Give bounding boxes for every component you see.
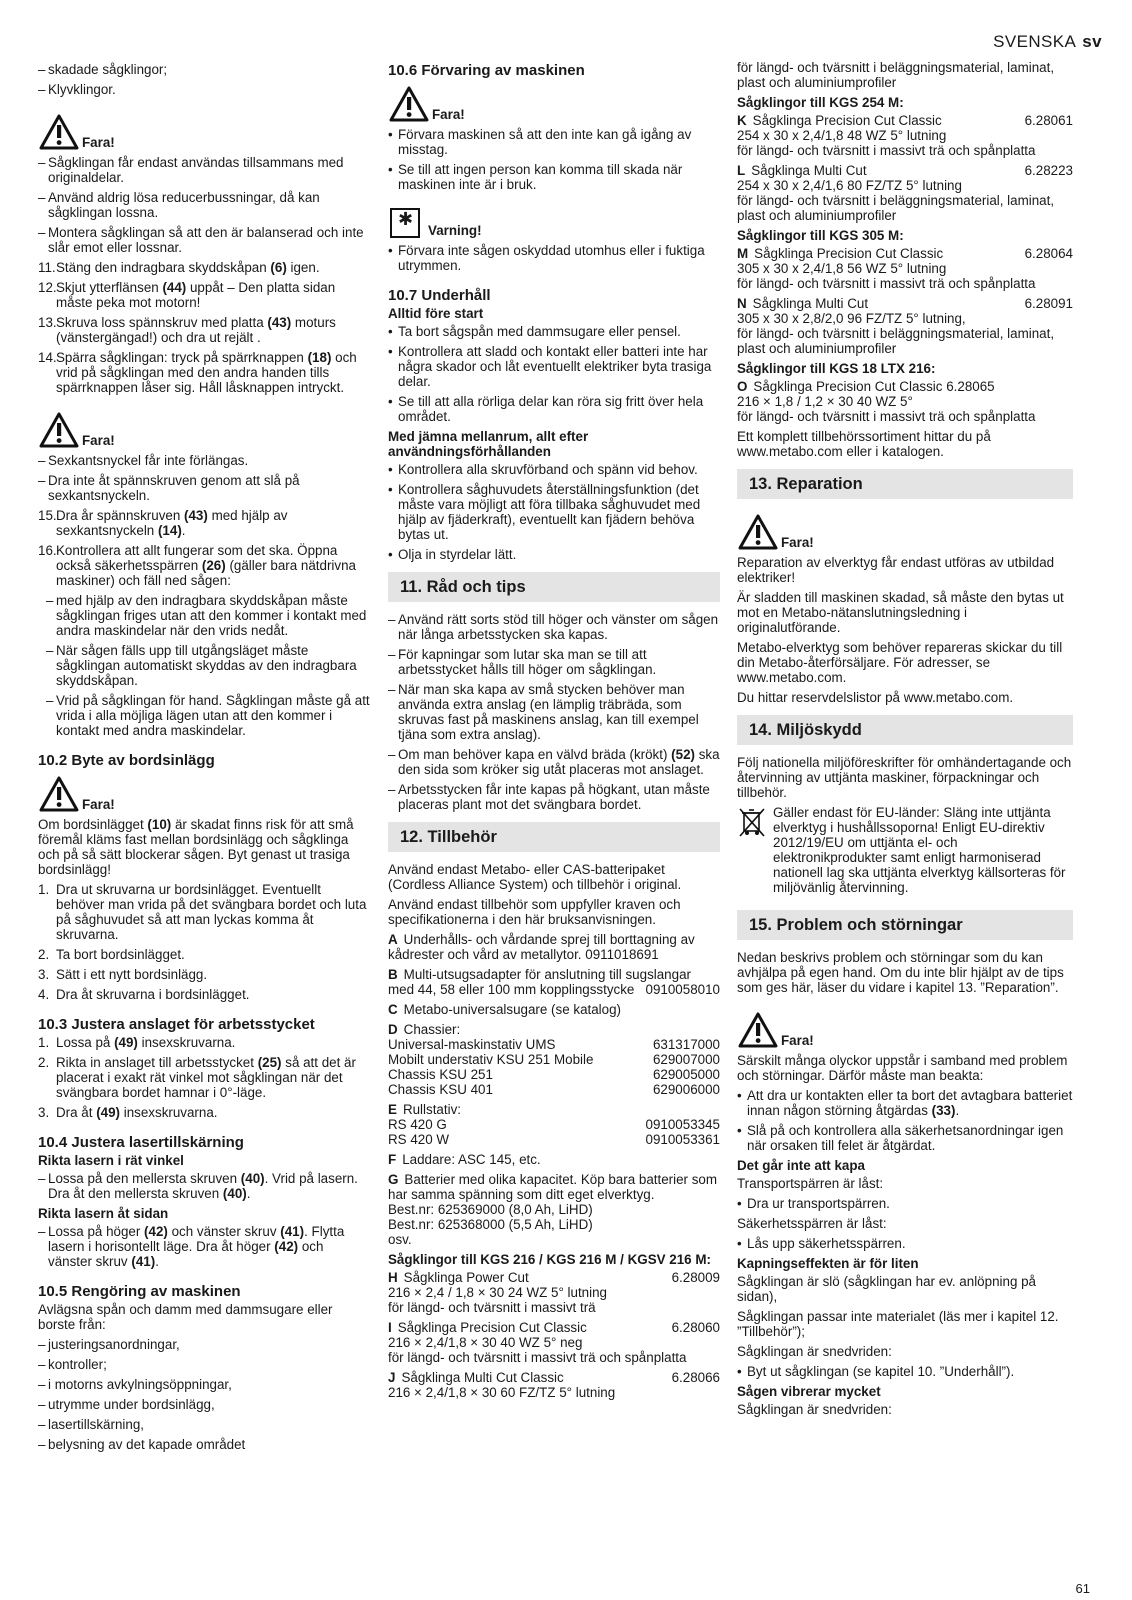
danger-notice [38,411,370,449]
paragraph: Gäller endast för EU-länder: Släng inte uttjänta elverktyg i hushållssoporna! Enligt EU-direktiv 2012/19/EU om uttjänta el- och elektronikprodukter samt enligt harmoniserad nationell lag ska uttjänta elverktyg källsorteras för miljövänlig återvinning. [773,805,1066,895]
danger-label: Fara! [781,535,814,550]
weee-notice [737,805,1073,900]
paragraph: Sågklingan är slö (sågklingan har ev. anlöpning på sidan), [737,1274,1037,1304]
accessory-item: D Chassier: Universal-maskinstativ UMS 631317000 Mobilt understativ KSU 251 Mobile 629007000 Chassis KSU 251 629005000 Chassis KSU 401 629006000 [388,1022,720,1097]
list-item: – Använd rätt sorts stöd till höger och vänster om sågen när långa arbetsstycken ska kapas. [388,612,720,642]
section-heading-10-4: 10.4 Justera lasertillskärning [38,1134,244,1151]
list-item: – utrymme under bordsinlägg, [38,1397,370,1412]
column-2 [388,62,720,1405]
section-heading-10-5: 10.5 Rengöring av maskinen [38,1283,241,1300]
list-item: • Förvara inte sågen oskyddad utomhus eller i fuktiga utrymmen. [388,243,720,273]
paragraph: Följ nationella miljöföreskrifter för omhändertagande och återvinning av uttjänta maskiner, förpackningar och tillbehör. [737,755,1072,800]
paragraph: Sågklingan är snedvriden: [737,1344,892,1359]
warning-triangle-icon [737,1011,779,1049]
subheading: Sågklingor till KGS 216 / KGS 216 M / KGSV 216 M: [388,1252,711,1267]
accessory-item: B Multi-utsugsadapter för anslutning till sugslangar med 44, 58 eller 100 mm kopplingsstycke 0910058010 [388,967,720,997]
list-item: – Lossa på den mellersta skruven (40). Vrid på lasern. Dra åt den mellersta skruven (40). [38,1171,370,1201]
step-item: 13. Skruva loss spännskruv med platta (43) moturs (vänstergängad!) och dra ut rejält . [38,315,336,345]
step-item: 2. Ta bort bordsinlägget. [38,947,185,962]
accessory-item: F Laddare: ASC 145, etc. [388,1152,541,1167]
danger-label: Fara! [82,433,115,448]
accessory-item: C Metabo-universalsugare (se katalog) [388,1002,622,1017]
list-item: • Se till att ingen person kan komma till skada när maskinen inte är i bruk. [388,162,720,192]
list-item: • Dra ur transportspärren. [737,1196,1073,1211]
accessory-item: H Sågklinga Power Cut 6.28009 216 × 2,4 / 1,8 × 30 24 WZ 5° lutning för längd- och tvärsnitt i massivt trä [388,1270,720,1315]
page-number: 61 [1075,1581,1090,1596]
subheading: Rikta lasern i rät vinkel [38,1153,184,1168]
section-heading-10-6: 10.6 Förvaring av maskinen [388,62,585,79]
list-item: • Byt ut sågklingan (se kapitel 10. ”Underhåll”). [737,1364,1073,1379]
list-item: • Ta bort sågspån med dammsugare eller pensel. [388,324,720,339]
list-item: – Lossa på höger (42) och vänster skruv (41). Flytta lasern i horisontellt läge. Dra åt höger (42) och vänster skruv (41). [38,1224,370,1269]
language-name: SVENSKA [993,32,1077,51]
list-item: • Kontrollera att sladd och kontakt eller batteri inte har några skador och låt eventuellt elektriker byta trasiga delar. [388,344,720,389]
step-item: 16. Kontrollera att allt fungerar som det ska. Öppna också säkerhetsspärren (26) (gäller bara nätdrivna maskiner) och fäll ned sågen: [38,543,356,588]
list-item: – Dra inte åt spännskruven genom att slå på sexkantsnyckeln. [38,473,370,503]
paragraph: Är sladden till maskinen skadad, så måste den bytas ut mot en Metabo-nätanslutningsledning i originalutförande. [737,590,1064,635]
paragraph: Metabo-elverktyg som behöver repareras skickar du till din Metabo-återförsäljare. För adresser, se www.metabo.com. [737,640,1063,685]
list-item: – Arbetsstycken får inte kapas på högkant, utan måste placeras plant mot det svängbara bordet. [388,782,720,812]
list-item: – i motorns avkylningsöppningar, [38,1377,370,1392]
paragraph: för längd- och tvärsnitt i beläggningsmaterial, laminat, plast och aluminiumprofiler [737,60,1055,90]
paragraph: Avlägsna spån och damm med dammsugare eller borste från: [38,1302,333,1332]
subheading: Sågen vibrerar mycket [737,1384,881,1399]
list-item: – Montera sågklingan så att den är balanserad och inte slår emot eller lossnar. [38,225,370,255]
list-item: • Förvara maskinen så att den inte kan gå igång av misstag. [388,127,720,157]
list-item: – Sexkantsnyckel får inte förlängas. [38,453,370,468]
list-item: – Använd aldrig lösa reducerbussningar, då kan sågklingan lossna. [38,190,370,220]
paragraph: Nedan beskrivs problem och störningar som du kan avhjälpa på egen hand. Om du inte blir hjälpt av de tips som ges här, läser du vidare i kapitel 13. ”Reparation”. [737,950,1064,995]
accessory-item: J Sågklinga Multi Cut Classic 6.28066 216 × 2,4/1,8 × 30 60 FZ/TZ 5° lutning [388,1370,720,1400]
paragraph: Om bordsinlägget (10) är skadat finns risk för att små föremål kläms fast mellan bordsinlägg och sågklinga och på så sätt blockerar sågen. Byt genast ut trasiga bordsinlägg! [38,817,354,877]
list-item: – När man ska kapa av små stycken behöver man använda extra anslag (en lämplig träbräda, som skruvas fast på maskinens anslag, kan till exempel tjäna som extra anslag). [388,682,720,742]
section-heading-11: 11. Råd och tips [388,572,720,602]
list-item: – med hjälp av den indragbara skyddskåpan måste sågklingan friges utan att den kommer i kontakt med andra maskindelar när den vrids nedåt. [46,593,370,638]
section-heading-10-3: 10.3 Justera anslaget för arbetsstycket [38,1016,315,1033]
subheading: Rikta lasern åt sidan [38,1206,169,1221]
caution-label: Varning! [428,223,482,238]
paragraph: Använd endast Metabo- eller CAS-batteripaket (Cordless Alliance System) och tillbehör i original. [388,862,682,892]
caution-icon [390,208,420,238]
section-heading-12: 12. Tillbehör [388,822,720,852]
subheading: Med jämna mellanrum, allt efter användningsförhållanden [388,429,589,459]
accessory-row: Chassis KSU 251 629005000 [388,1067,720,1082]
accessory-row: RS 420 G 0910053345 [388,1117,720,1132]
paragraph: Särskilt många olyckor uppstår i samband med problem och störningar. Därför måste man beakta: [737,1053,1068,1083]
accessory-item: N Sågklinga Multi Cut 6.28091 305 x 30 x 2,8/2,0 96 FZ/TZ 5° lutning, för längd- och tvärsnitt i beläggningsmaterial, laminat, plast och aluminiumprofiler [737,296,1073,356]
danger-label: Fara! [82,135,115,150]
step-item: 4. Dra åt skruvarna i bordsinlägget. [38,987,250,1002]
warning-triangle-icon [388,85,430,123]
paragraph: Transportspärren är låst: [737,1176,884,1191]
danger-label: Fara! [82,797,115,812]
paragraph: Du hittar reservdelslistor på www.metabo.com. [737,690,1014,705]
accessory-item: E Rullstativ: RS 420 G 0910053345 RS 420 W 0910053361 [388,1102,720,1147]
caution-notice [388,208,720,239]
step-item: 1. Lossa på (49) insexskruvarna. [38,1035,236,1050]
paragraph: Säkerhetsspärren är låst: [737,1216,887,1231]
paragraph: Använd endast tillbehör som uppfyller kraven och specifikationerna i den här bruksanvisningen. [388,897,681,927]
warning-triangle-icon [38,113,80,151]
accessory-row: Universal-maskinstativ UMS 631317000 [388,1037,720,1052]
danger-notice [38,113,370,151]
step-item: 3. Sätt i ett nytt bordsinlägg. [38,967,208,982]
accessory-row: Chassis KSU 401 629006000 [388,1082,720,1097]
accessory-item: A Underhålls- och vårdande sprej till borttagning av kådrester och vård av metallytor. 0911018691 [388,932,695,962]
subheading: Kapningseffekten är för liten [737,1256,919,1271]
list-item: – Klyvklingor. [38,82,370,97]
page-header-language [993,34,1102,49]
danger-notice [38,775,370,813]
accessory-item: L Sågklinga Multi Cut 6.28223 254 x 30 x 2,4/1,6 80 FZ/TZ 5° lutning för längd- och tvärsnitt i beläggningsmaterial, laminat, plast och aluminiumprofiler [737,163,1073,223]
subheading: Alltid före start [388,306,484,321]
list-item: – lasertillskärning, [38,1417,370,1432]
warning-triangle-icon [38,775,80,813]
list-item: • Lås upp säkerhetsspärren. [737,1236,1073,1251]
list-item: – Vrid på sågklingan för hand. Sågklingan måste gå att vrida i alla möjliga lägen utan att den kommer i kontakt med andra maskindelar. [46,693,370,738]
subheading: Sågklingor till KGS 18 LTX 216: [737,361,936,376]
language-code: sv [1082,32,1102,51]
list-item: – Om man behöver kapa en välvd bräda (krökt) (52) ska den sida som kröker sig utåt placeras mot anslaget. [388,747,720,777]
list-item: • Att dra ur kontakten eller ta bort det avtagbara batteriet innan någon störning åtgärdas (33). [737,1088,1073,1118]
step-item: 1. Dra ut skruvarna ur bordsinlägget. Eventuellt behöver man vrida på det svängbara bordet och luta på såghuvudet så att man lyckas komma åt skruvarna. [38,882,367,942]
danger-label: Fara! [432,107,465,122]
danger-notice [737,513,1073,551]
list-item: • Se till att alla rörliga delar kan röra sig fritt över hela området. [388,394,720,424]
warning-triangle-icon [737,513,779,551]
accessory-item: M Sågklinga Precision Cut Classic 6.28064 305 x 30 x 2,4/1,8 56 WZ 5° lutning för längd- och tvärsnitt i massivt trä och spånplatta [737,246,1073,291]
section-heading-10-7: 10.7 Underhåll [388,287,491,304]
accessory-item: O Sågklinga Precision Cut Classic 6.28065 216 × 1,8 / 1,2 × 30 40 WZ 5° för längd- och tvärsnitt i massivt trä och spånplatta [737,379,1036,424]
list-item: – skadade sågklingor; [38,62,370,77]
step-item: 11. Stäng den indragbara skyddskåpan (6) igen. [38,260,320,275]
step-item: 2. Rikta in anslaget till arbetsstycket (25) så att det är placerat i exakt rät vinkel mot sågklingan när det svängbara bordet hamnar i 0°-läge. [38,1055,356,1100]
list-item: – justeringsanordningar, [38,1337,370,1352]
accessory-row: RS 420 W 0910053361 [388,1132,720,1147]
warning-triangle-icon [38,411,80,449]
list-item: – kontroller; [38,1357,370,1372]
paragraph: Reparation av elverktyg får endast utföras av utbildad elektriker! [737,555,1055,585]
list-item: – belysning av det kapade området [38,1437,370,1452]
danger-label: Fara! [781,1033,814,1048]
list-item: – För kapningar som lutar ska man se till att arbetsstycket hålls till höger om sågklingan. [388,647,720,677]
subheading: Sågklingor till KGS 254 M: [737,95,904,110]
column-3 [737,62,1073,1422]
danger-notice [388,85,720,123]
step-item: 15. Dra år spännskruven (43) med hjälp av sexkantsnyckeln (14). [38,508,288,538]
subheading: Sågklingor till KGS 305 M: [737,228,904,243]
section-heading-15: 15. Problem och störningar [737,910,1073,940]
list-item: • Kontrollera alla skruvförband och spänn vid behov. [388,462,720,477]
paragraph: Sågklingan passar inte materialet (läs mer i kapitel 12. ”Tillbehör”); [737,1309,1059,1339]
accessory-item: I Sågklinga Precision Cut Classic 6.28060 216 × 2,4/1,8 × 30 40 WZ 5° neg för längd- och tvärsnitt i massivt trä och spånplatta [388,1320,720,1365]
accessory-item: K Sågklinga Precision Cut Classic 6.28061 254 x 30 x 2,4/1,8 48 WZ 5° lutning för längd- och tvärsnitt i massivt trä och spånplatta [737,113,1073,158]
paragraph: Sågklingan är snedvriden: [737,1402,892,1417]
section-heading-10-2: 10.2 Byte av bordsinlägg [38,752,215,769]
column-1 [38,62,370,1457]
subheading: Det går inte att kapa [737,1158,865,1173]
section-heading-14: 14. Miljöskydd [737,715,1073,745]
section-heading-13: 13. Reparation [737,469,1073,499]
step-item: 3. Dra åt (49) insexskruvarna. [38,1105,218,1120]
list-item: • Olja in styrdelar lätt. [388,547,720,562]
paragraph: Ett komplett tillbehörssortiment hittar du på www.metabo.com eller i katalogen. [737,429,991,459]
danger-notice [737,1011,1073,1049]
crossed-bin-icon [737,805,767,839]
list-item: – När sågen fälls upp till utgångsläget måste sågklingan automatiskt skyddas av den indragbara skyddskåpan. [46,643,370,688]
accessory-item: G Batterier med olika kapacitet. Köp bara batterier som har samma spänning som ditt eget elverktyg. Best.nr: 625369000 (8,0 Ah, LiHD) Best.nr: 625368000 (5,5 Ah, LiHD) osv. [388,1172,718,1247]
list-item: • Kontrollera såghuvudets återställningsfunktion (det måste vara möjligt att föra tillbaka såghuvudet med hjälp av fjäderkraft), eventuellt kan fjädern behöva bytas ut. [388,482,720,542]
step-item: 12. Skjut ytterflänsen (44) uppåt – Den platta sidan måste peka mot motorn! [38,280,336,310]
step-item: 14. Spärra sågklingan: tryck på spärrknappen (18) och vrid på sågklingan med den andra handen tills spärrknappen låser sig. Håll låsknappen intryckt. [38,350,357,395]
list-item: • Slå på och kontrollera alla säkerhetsanordningar igen när orsaken till felet är åtgärdat. [737,1123,1073,1153]
accessory-row: Mobilt understativ KSU 251 Mobile 629007000 [388,1052,720,1067]
list-item: – Sågklingan får endast användas tillsammans med originaldelar. [38,155,370,185]
